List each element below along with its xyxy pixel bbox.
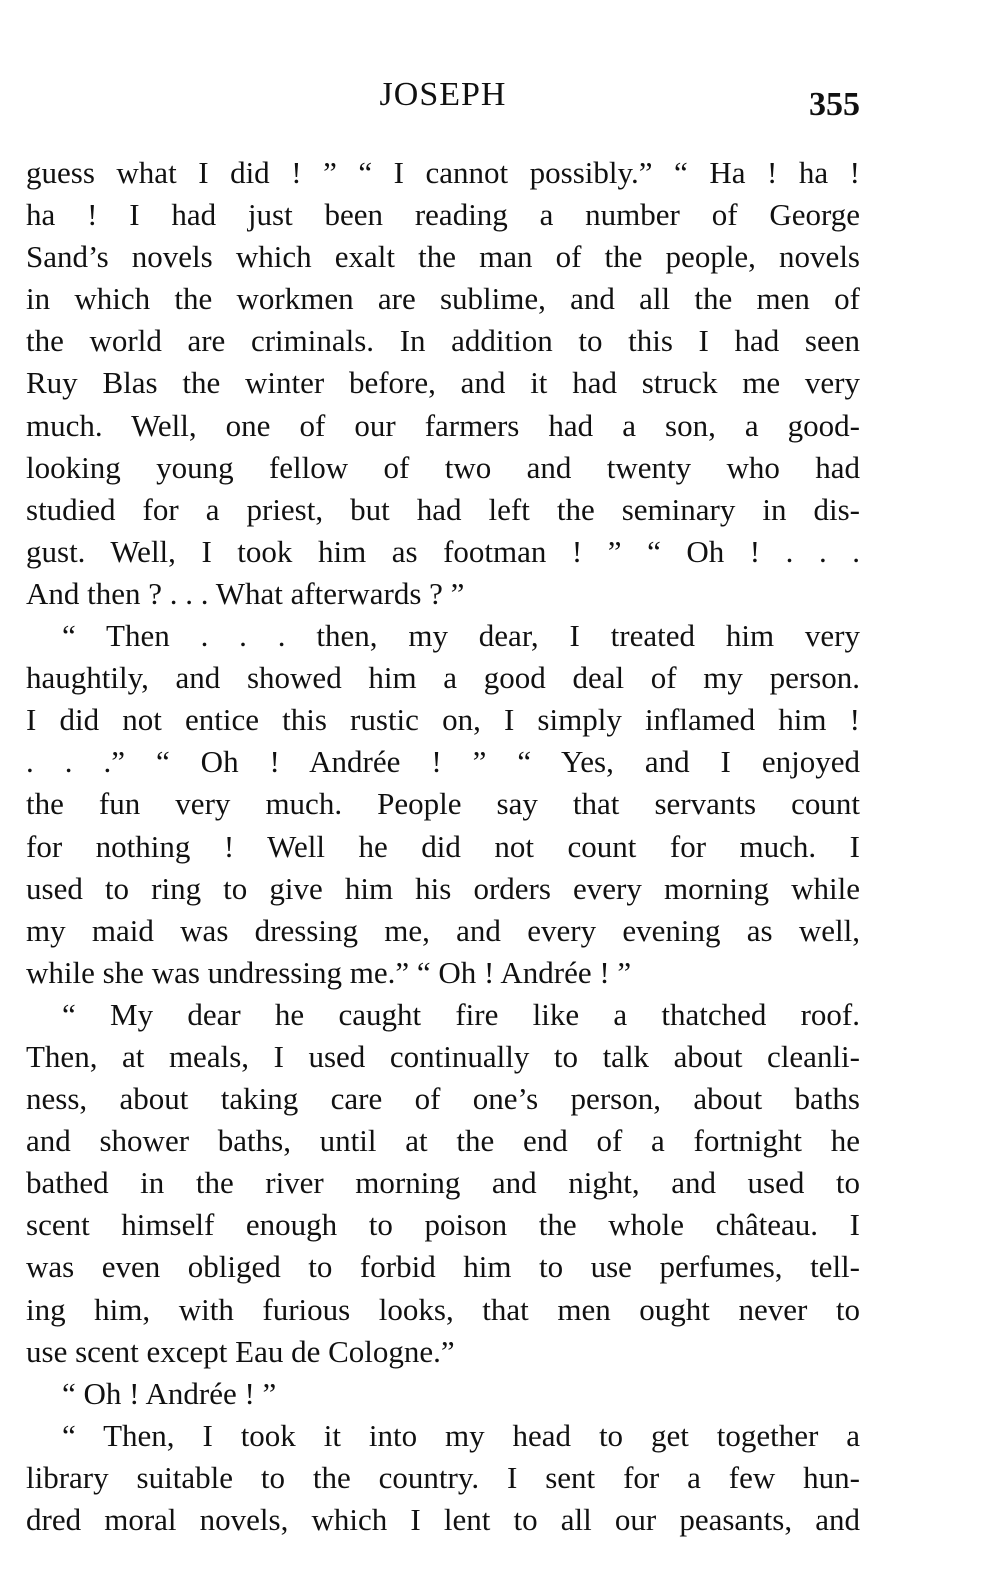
text-line: for nothing ! Well he did not count for much. I: [26, 828, 860, 864]
text-line: much. Well, one of our farmers had a son, a good-: [26, 407, 860, 443]
page-title: JOSEPH: [379, 76, 507, 113]
text-line: was even obliged to forbid him to use perfumes, tell-: [26, 1249, 860, 1285]
text-line: “ My dear he caught fire like a thatched roof.: [62, 996, 860, 1032]
text-line: scent himself enough to poison the whole château. I: [26, 1207, 860, 1243]
page-number: 355: [809, 86, 860, 123]
text-line: haughtily, and showed him a good deal of my person.: [26, 660, 860, 696]
text-line: library suitable to the country. I sent for a few hun-: [26, 1459, 860, 1495]
body-text: [26, 152, 860, 1541]
text-line: gust. Well, I took him as footman ! ” “ Oh ! . . .: [26, 533, 860, 569]
text-line: “ Then, I took it into my head to get together a: [62, 1417, 860, 1453]
text-line: while she was undressing me.” “ Oh ! Andrée ! ”: [26, 954, 632, 990]
text-line: ing him, with furious looks, that men ought never to: [26, 1291, 860, 1327]
running-head: [26, 76, 860, 126]
text-line: Sand’s novels which exalt the man of the people, novels: [26, 239, 860, 275]
text-line: and shower baths, until at the end of a fortnight he: [26, 1123, 860, 1159]
text-line: the fun very much. People say that servants count: [26, 786, 860, 822]
text-line: Ruy Blas the winter before, and it had struck me very: [26, 365, 860, 401]
text-line: bathed in the river morning and night, and used to: [26, 1165, 860, 1201]
text-line: in which the workmen are sublime, and all the men of: [26, 281, 860, 317]
text-line: . . .” “ Oh ! Andrée ! ” “ Yes, and I enjoyed: [26, 744, 860, 780]
text-line: ha ! I had just been reading a number of George: [26, 197, 860, 233]
text-line: studied for a priest, but had left the seminary in dis-: [26, 491, 860, 527]
text-line: the world are criminals. In addition to this I had seen: [26, 323, 860, 359]
text-line: ness, about taking care of one’s person, about baths: [26, 1081, 860, 1117]
text-line: “ Then . . . then, my dear, I treated him very: [62, 618, 860, 654]
text-line: used to ring to give him his orders every morning while: [26, 870, 860, 906]
text-line: dred moral novels, which I lent to all our peasants, and: [26, 1502, 860, 1537]
text-line: “ Oh ! Andrée ! ”: [62, 1375, 277, 1411]
text-line: my maid was dressing me, and every evening as well,: [26, 912, 860, 948]
text-line: guess what I did ! ” “ I cannot possibly.” “ Ha ! ha !: [26, 155, 860, 190]
text-line: And then ? . . . What afterwards ? ”: [26, 575, 465, 611]
text-line: Then, at meals, I used continually to talk about cleanli-: [26, 1038, 860, 1074]
text-line: I did not entice this rustic on, I simply inflamed him !: [26, 702, 860, 738]
text-line: looking young fellow of two and twenty who had: [26, 449, 860, 485]
text-line: use scent except Eau de Cologne.”: [26, 1333, 455, 1369]
